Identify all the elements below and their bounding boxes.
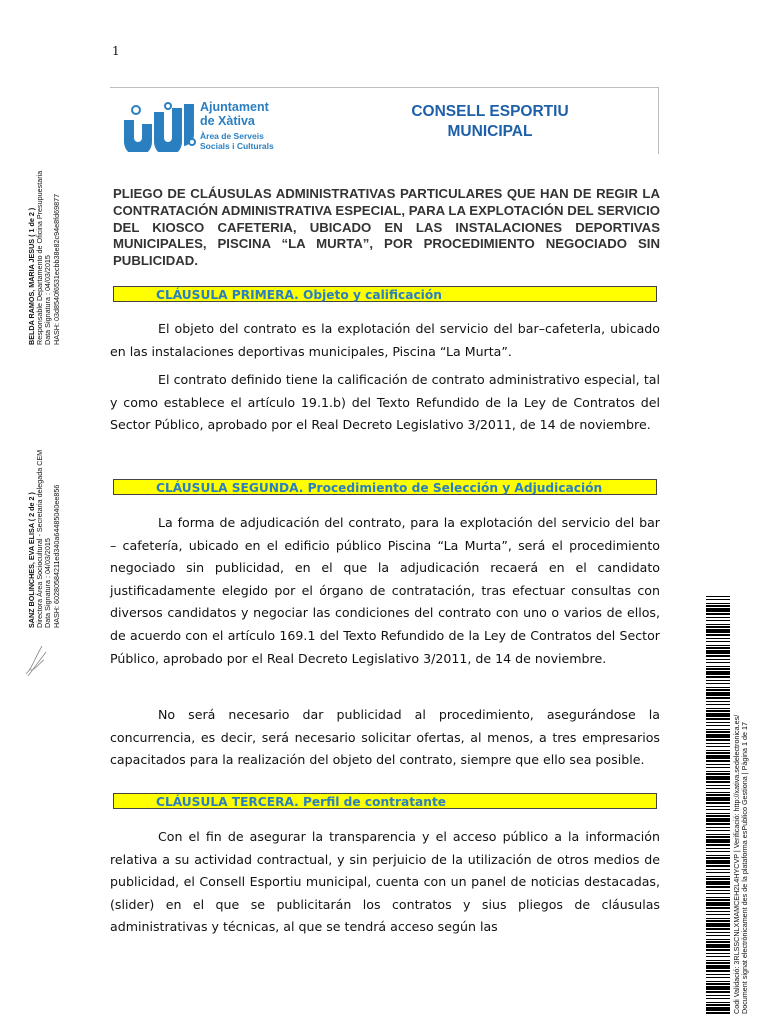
org-name-line1: Ajuntament bbox=[200, 100, 269, 114]
signer-name: BELDA RAMOS, MARIA JESUS ( 1 de 2 ) bbox=[27, 207, 36, 345]
signature-hash: HASH: 60280584211ed340a64485040ee856 bbox=[51, 484, 61, 628]
signature-date: Data Signatura : 04/03/2015 bbox=[43, 255, 53, 345]
signature-stamp-2 bbox=[28, 450, 61, 628]
verification-line2: Document signat electrònicament des de la plataforma esPublico Gestiona | Pàgina 1 de 17 bbox=[740, 722, 750, 1014]
organization-name bbox=[200, 100, 274, 151]
org-sub-line1: Àrea de Serveis bbox=[200, 131, 264, 141]
document-title: PLIEGO DE CLÁUSULAS ADMINISTRATIVAS PARTICULARES QUE HAN DE REGIR LA CONTRATACIÓN ADMINISTRATIVA ESPECIAL, PARA LA EXPLOTACIÓN DEL SERVICIO DEL KIOSCO CAFETERIA, UBICADO EN LAS INSTALACIONES DEPORTIVAS MUNICIPALES, PISCINA “LA MURTA”, POR PROCEDIMIENTO NEGOCIADO SIN PUBLICIDAD. bbox=[113, 186, 660, 269]
verification-text bbox=[733, 715, 749, 1014]
signer-role: Directora Área Sociocultural - Secretaria delegada CEM bbox=[35, 449, 45, 628]
signature-stamp-1 bbox=[28, 171, 61, 345]
barcode-icon bbox=[706, 596, 730, 1014]
handwritten-signature-icon bbox=[20, 640, 50, 680]
consell-title: CONSELL ESPORTIU MUNICIPAL bbox=[411, 103, 569, 140]
ajuntament-logo-icon bbox=[120, 98, 204, 152]
document-header bbox=[110, 87, 659, 154]
signature-date: Data Signatura : 04/03/2015 bbox=[43, 538, 53, 628]
paragraph: No será necesario dar publicidad al procedimiento, asegurándose la concurrencia, es decir, será necesario solicitar ofertas, al menos, a tres empresarios capacitados para la realización del objeto del contrato, siempre que ello sea posible. bbox=[110, 707, 660, 768]
signature-hash: HASH: 03d8540f6531ecbb38e82c94e8fd69877 bbox=[51, 193, 61, 345]
clause-heading: CLÁUSULA TERCERA. Perfil de contratante bbox=[113, 793, 657, 809]
paragraph: El objeto del contrato es la explotación del servicio del bar–cafeterIa, ubicado en las instalaciones deportivas municipales, Piscina “La Murta”. bbox=[110, 321, 660, 359]
clause-heading: CLÁUSULA SEGUNDA. Procedimiento de Selección y Adjudicación bbox=[113, 479, 657, 495]
page-number: 1 bbox=[112, 44, 120, 58]
paragraph: La forma de adjudicación del contrato, para la explotación del servicio del bar – cafetería, ubicado en el edificio público Piscina “La Murta”, será el procedimiento negociado sin publicidad, en el que la adjudicación recaerá en el candidato justificadamente elegido por el órgano de contratación, tras efectuar consultas con diversos candidatos y negociar las condiciones del contrato con uno o varios de ellos, de acuerdo con el artículo 169.1 del Texto Refundido de la Ley de Contratos del Sector Público, aprobado por el Real Decreto Legislativo 3/2011, de 14 de noviembre. bbox=[110, 515, 660, 666]
paragraph: Con el fin de asegurar la transparencia y el acceso público a la información relativa a su actividad contractual, y sin perjuicio de la utilización de otros medios de publicidad, el Consell Esportiu municipal, cuenta con un panel de noticias destacadas, (slider) en el que se publicitarán los contratos y sius pliegos de cláusulas administrativas y técnicas, al que se tendrá acceso según las bbox=[110, 829, 660, 935]
clause-heading: CLÁUSULA PRIMERA. Objeto y calificación bbox=[113, 286, 657, 302]
org-name-line2: de Xàtiva bbox=[200, 114, 255, 128]
signer-role: Responsable Departamento de Oficina Presupuestaria bbox=[35, 170, 45, 345]
paragraph: El contrato definido tiene la calificación de contrato administrativo especial, tal y como establece el artículo 19.1.b) del Texto Refundido de la Ley de Contratos del Sector Público, aprobado por el Real Decreto Legislativo 3/2011, de 14 de noviembre. bbox=[110, 372, 660, 433]
signer-name: SANZ BOLINCHES, EVA ELISA ( 2 de 2 ) bbox=[27, 492, 36, 628]
verification-line1: Codi Validació: 3RLSSCNLXMAMCEH2L4HYCVP | Verificació: http://xativa.sedelectronica.es/ bbox=[732, 714, 741, 1014]
org-sub-line2: Socials i Culturals bbox=[200, 141, 274, 151]
